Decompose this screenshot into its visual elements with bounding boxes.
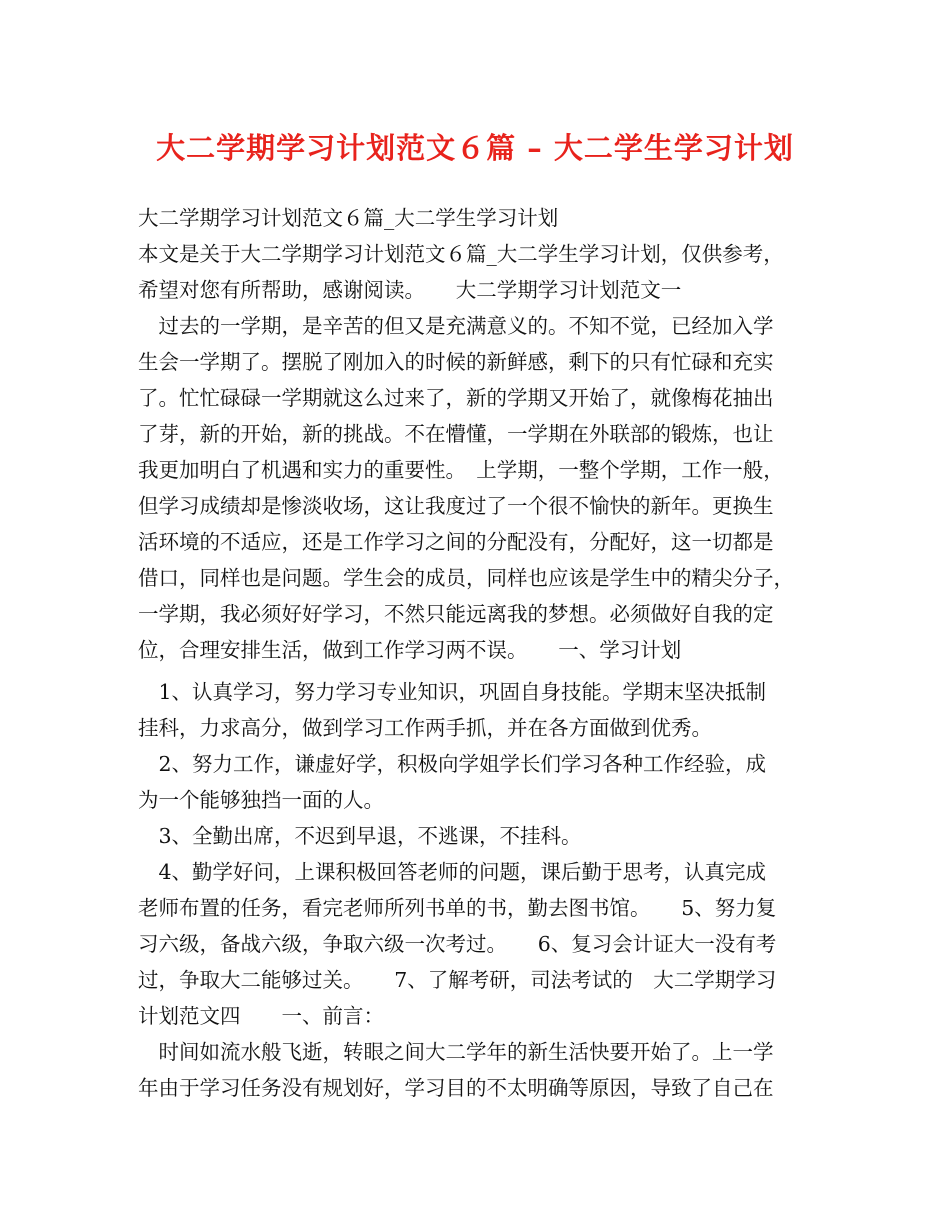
body-line: 一学期，我必须好好学习，不然只能远离我的梦想。必须做好自我的定 bbox=[138, 602, 774, 626]
body-line: 年由于学习任务没有规划好，学习目的不太明确等原因，导致了自己在 bbox=[138, 1076, 774, 1100]
body-line: 我更加明白了机遇和实力的重要性。 上学期，一整个学期，工作一般， bbox=[138, 458, 784, 482]
body-line: 4、勤学好问，上课积极回答老师的问题，课后勤于思考，认真完成 bbox=[138, 860, 767, 884]
body-line: 希望对您有所帮助，感谢阅读。 大二学期学习计划范文一 bbox=[138, 278, 682, 302]
body-line: 挂科，力求高分，做到学习工作两手抓，并在各方面做到优秀。 bbox=[138, 716, 712, 740]
body-line: 2、努力工作，谦虚好学，积极向学姐学长们学习各种工作经验，成 bbox=[138, 752, 767, 776]
body-line: 时间如流水般飞逝，转眼之间大二学年的新生活快要开始了。上一学 bbox=[138, 1040, 774, 1064]
body-line: 1、认真学习，努力学习专业知识，巩固自身技能。学期末坚决抵制 bbox=[138, 680, 767, 704]
body-line: 3、全勤出席，不迟到早退，不逃课，不挂科。 bbox=[138, 824, 582, 848]
document-title: 大二学期学习计划范文６篇 – 大二学生学习计划 bbox=[156, 131, 794, 165]
body-line: 但学习成绩却是惨淡收场，这让我度过了一个很不愉快的新年。更换生 bbox=[138, 494, 774, 518]
body-line: 为一个能够独挡一面的人。 bbox=[138, 788, 384, 812]
body-line: 过去的一学期，是辛苦的但又是充满意义的。不知不觉，已经加入学 bbox=[138, 314, 774, 338]
body-line: 习六级，备战六级，争取六级一次考过。 6、复习会计证大一没有考 bbox=[138, 932, 777, 956]
body-line: 位，合理安排生活，做到工作学习两不误。 一、学习计划 bbox=[138, 638, 682, 662]
body-line: 借口，同样也是问题。学生会的成员，同样也应该是学生中的精尖分子， bbox=[138, 566, 794, 590]
body-line: 过，争取大二能够过关。 7、了解考研，司法考试的 大二学期学习 bbox=[138, 968, 777, 992]
body-line: 了。忙忙碌碌一学期就这么过来了，新的学期又开始了，就像梅花抽出 bbox=[138, 386, 774, 410]
body-line: 大二学期学习计划范文６篇_大二学生学习计划 bbox=[138, 206, 559, 230]
body-line: 老师布置的任务，看完老师所列书单的书，勤去图书馆。 5、努力复 bbox=[138, 896, 777, 920]
body-line: 生会一学期了。摆脱了刚加入的时候的新鲜感，剩下的只有忙碌和充实 bbox=[138, 350, 774, 374]
body-line: 了芽，新的开始，新的挑战。不在懵懂，一学期在外联部的锻炼，也让 bbox=[138, 422, 774, 446]
body-line: 活环境的不适应，还是工作学习之间的分配没有，分配好，这一切都是 bbox=[138, 530, 774, 554]
body-line: 计划范文四 一、前言： bbox=[138, 1004, 384, 1028]
body-line: 本文是关于大二学期学习计划范文６篇_大二学生学习计划，仅供参考， bbox=[138, 242, 784, 266]
